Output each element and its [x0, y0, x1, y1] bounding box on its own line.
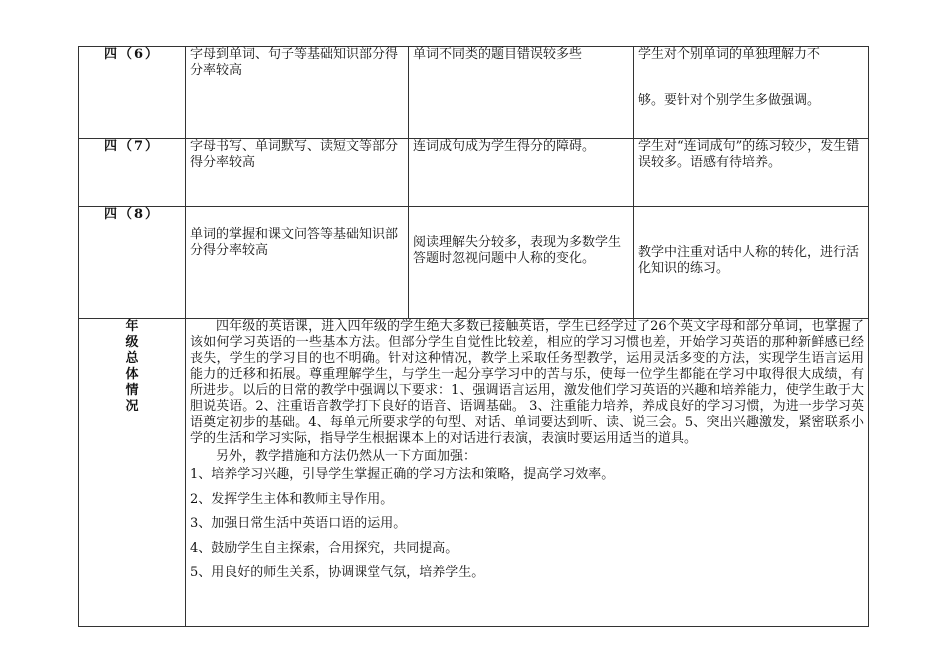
table-row — [79, 139, 869, 207]
measure-cell — [634, 47, 869, 139]
summary-label: 年 级 总 体 情 况 — [79, 319, 186, 627]
strength-cell: 单词的掌握和课文问答等基础知识部分得分率较高 — [186, 207, 409, 319]
summary-paragraph: 四年级的英语课，进入四年级的学生绝大多数已接触英语，学生已经学过了26个英文字母和部分单词，也掌握了该如何学习英语的一些基本方法。但部分学生自觉性比较差，相应的学习习惯也差，开始学习英语的那种新鲜感已经丧失，学生的学习目的也不明确。针对这种情况，教学上采取任务型教学，运用灵活多变的方法，实现学生语言运用能力的迁移和拓展。尊重理解学生，与学生一起分享学习中的苦与乐，使每一位学生都能在学习中取得很大成绩，有所进步。以后的日常的教学中强调以下要求：1、强调语言运用，激发他们学习英语的兴趣和培养能力，使学生敢于大胆说英语。2、注重语音教学打下良好的语音、语调基础。 3、注重能力培养，养成良好的学习习惯，为进一步学习英语奠定初步的基础。4、每单元所要求学的句型、对话、单词要达到听、读、说三会。5、突出兴趣激发，紧密联系小学的生活和学习实际，指导学生根据课本上的对话进行表演，表演时要运用适当的道具。 — [190, 319, 864, 446]
list-item: 2、发挥学生主体和教师主导作用。 — [190, 491, 394, 507]
measure-cell: 教学中注重对话中人称的转化，进行活化知识的练习。 — [634, 207, 869, 319]
summary-paragraph: 另外，教学措施和方法仍然从一下方面加强： — [216, 449, 477, 464]
measure-line: 学生对个别单词的单独理解力不 — [638, 47, 821, 62]
list-item: 4、鼓励学生自主探索，合用探究，共同提高。 — [190, 540, 459, 556]
problem-cell: 阅读理解失分较多，表现为多数学生答题时忽视问题中人称的变化。 — [409, 207, 634, 319]
measure-line: 够。要针对个别学生多做强调。 — [638, 93, 821, 108]
measure-list — [190, 467, 864, 581]
class-cell: 四（8） — [79, 207, 186, 319]
table-row — [79, 47, 869, 139]
table-row — [79, 207, 869, 319]
list-item: 3、加强日常生活中英语口语的运用。 — [190, 516, 407, 531]
summary-content — [186, 319, 869, 627]
strength-cell: 字母到单词、句子等基础知识部分得分率较高 — [186, 47, 409, 139]
class-cell: 四（7） — [79, 139, 186, 207]
summary-row — [79, 319, 869, 627]
list-item: 5、用良好的师生关系，协调课堂气氛，培养学生。 — [190, 565, 485, 580]
problem-cell: 连词成句成为学生得分的障碍。 — [409, 139, 634, 207]
problem-cell: 单词不同类的题目错误较多些 — [409, 47, 634, 139]
strength-cell: 字母书写、单词默写、读短文等部分得分率较高 — [186, 139, 409, 207]
analysis-table — [78, 46, 869, 627]
measure-cell: 学生对“连词成句”的练习较少，发生错误较多。语感有待培养。 — [634, 139, 869, 207]
class-cell: 四（6） — [79, 47, 186, 139]
list-item: 1、培养学习兴趣，引导学生掌握正确的学习方法和策略，提高学习效率。 — [190, 467, 615, 482]
